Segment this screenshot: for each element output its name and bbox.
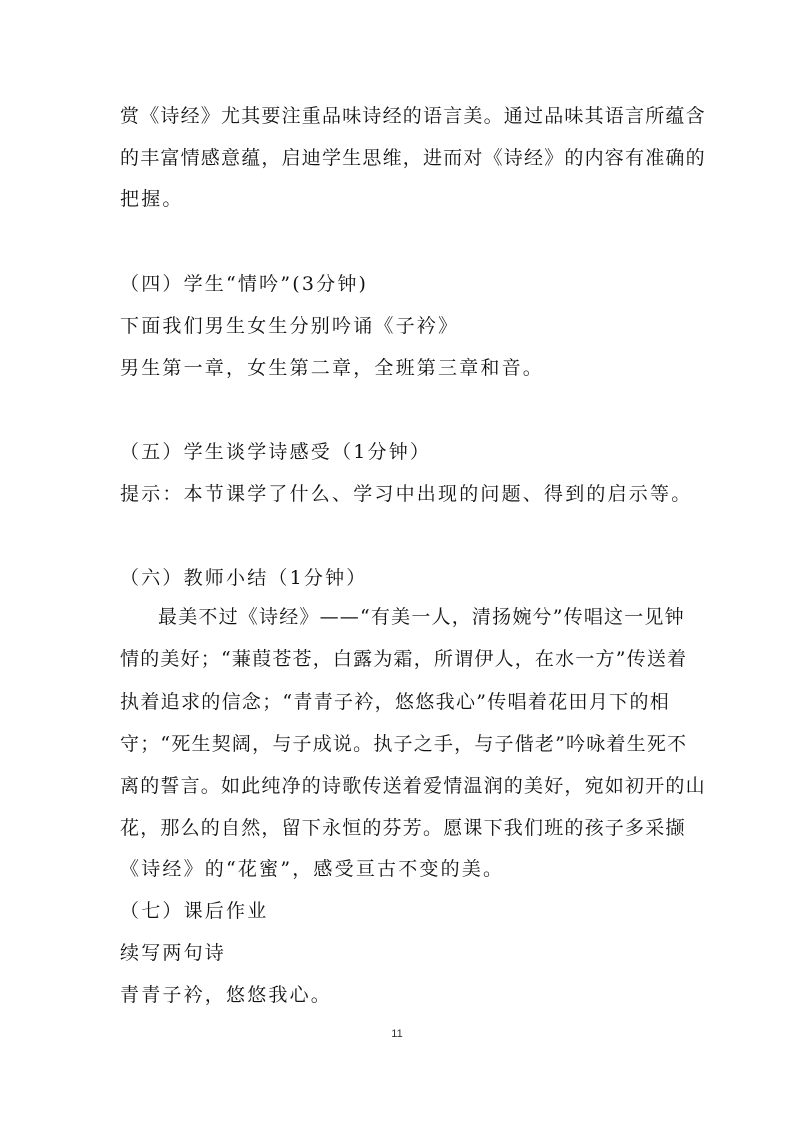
section-6-line-2: 情的美好；“蒹葭苍苍，白露为霜，所谓伊人，在水一方”传送着 [120, 648, 688, 670]
section-7-line-1: 续写两句诗 [120, 942, 227, 964]
section-4-heading: （四）学生“情吟”(3分钟) [120, 273, 369, 295]
section-4-line-1: 下面我们男生女生分别吟诵《子衿》 [120, 315, 460, 337]
section-5-heading: （五）学生谈学诗感受（1分钟） [120, 441, 432, 463]
intro-line-3: 把握。 [120, 188, 184, 210]
section-4-line-2: 男生第一章，女生第二章，全班第三章和音。 [120, 357, 545, 379]
page-number: 11 [391, 1028, 403, 1040]
section-6-line-6: 花，那么的自然，留下永恒的芬芳。愿课下我们班的孩子多采撷 [120, 817, 686, 839]
section-6-line-4: 守；“死生契阔，与子成说。执子之手，与子偕老”吟咏着生死不 [120, 733, 688, 755]
section-6-line-1: 最美不过《诗经》——“有美一人，清扬婉兮”传唱这一见钟 [158, 606, 685, 628]
section-6-line-7: 《诗经》的“花蜜”，感受亘古不变的美。 [120, 858, 505, 880]
intro-line-2: 的丰富情感意蕴，启迪学生思维，进而对《诗经》的内容有准确的 [120, 147, 706, 169]
section-7-heading: （七）课后作业 [120, 900, 269, 922]
section-6-line-3: 执着追求的信念；“青青子衿，悠悠我心”传唱着花田月下的相 [120, 691, 670, 713]
intro-line-1: 赏《诗经》尤其要注重品味诗经的语言美。通过品味其语言所蕴含 [120, 105, 706, 127]
section-5-line-1: 提示：本节课学了什么、学习中出现的问题、得到的启示等。 [120, 483, 693, 505]
section-6-line-5: 离的誓言。如此纯净的诗歌传送着爱情温润的美好，宛如初开的山 [120, 775, 706, 797]
section-6-heading: （六）教师小结（1分钟） [120, 567, 368, 589]
section-7-line-2: 青青子衿，悠悠我心。 [120, 984, 333, 1006]
